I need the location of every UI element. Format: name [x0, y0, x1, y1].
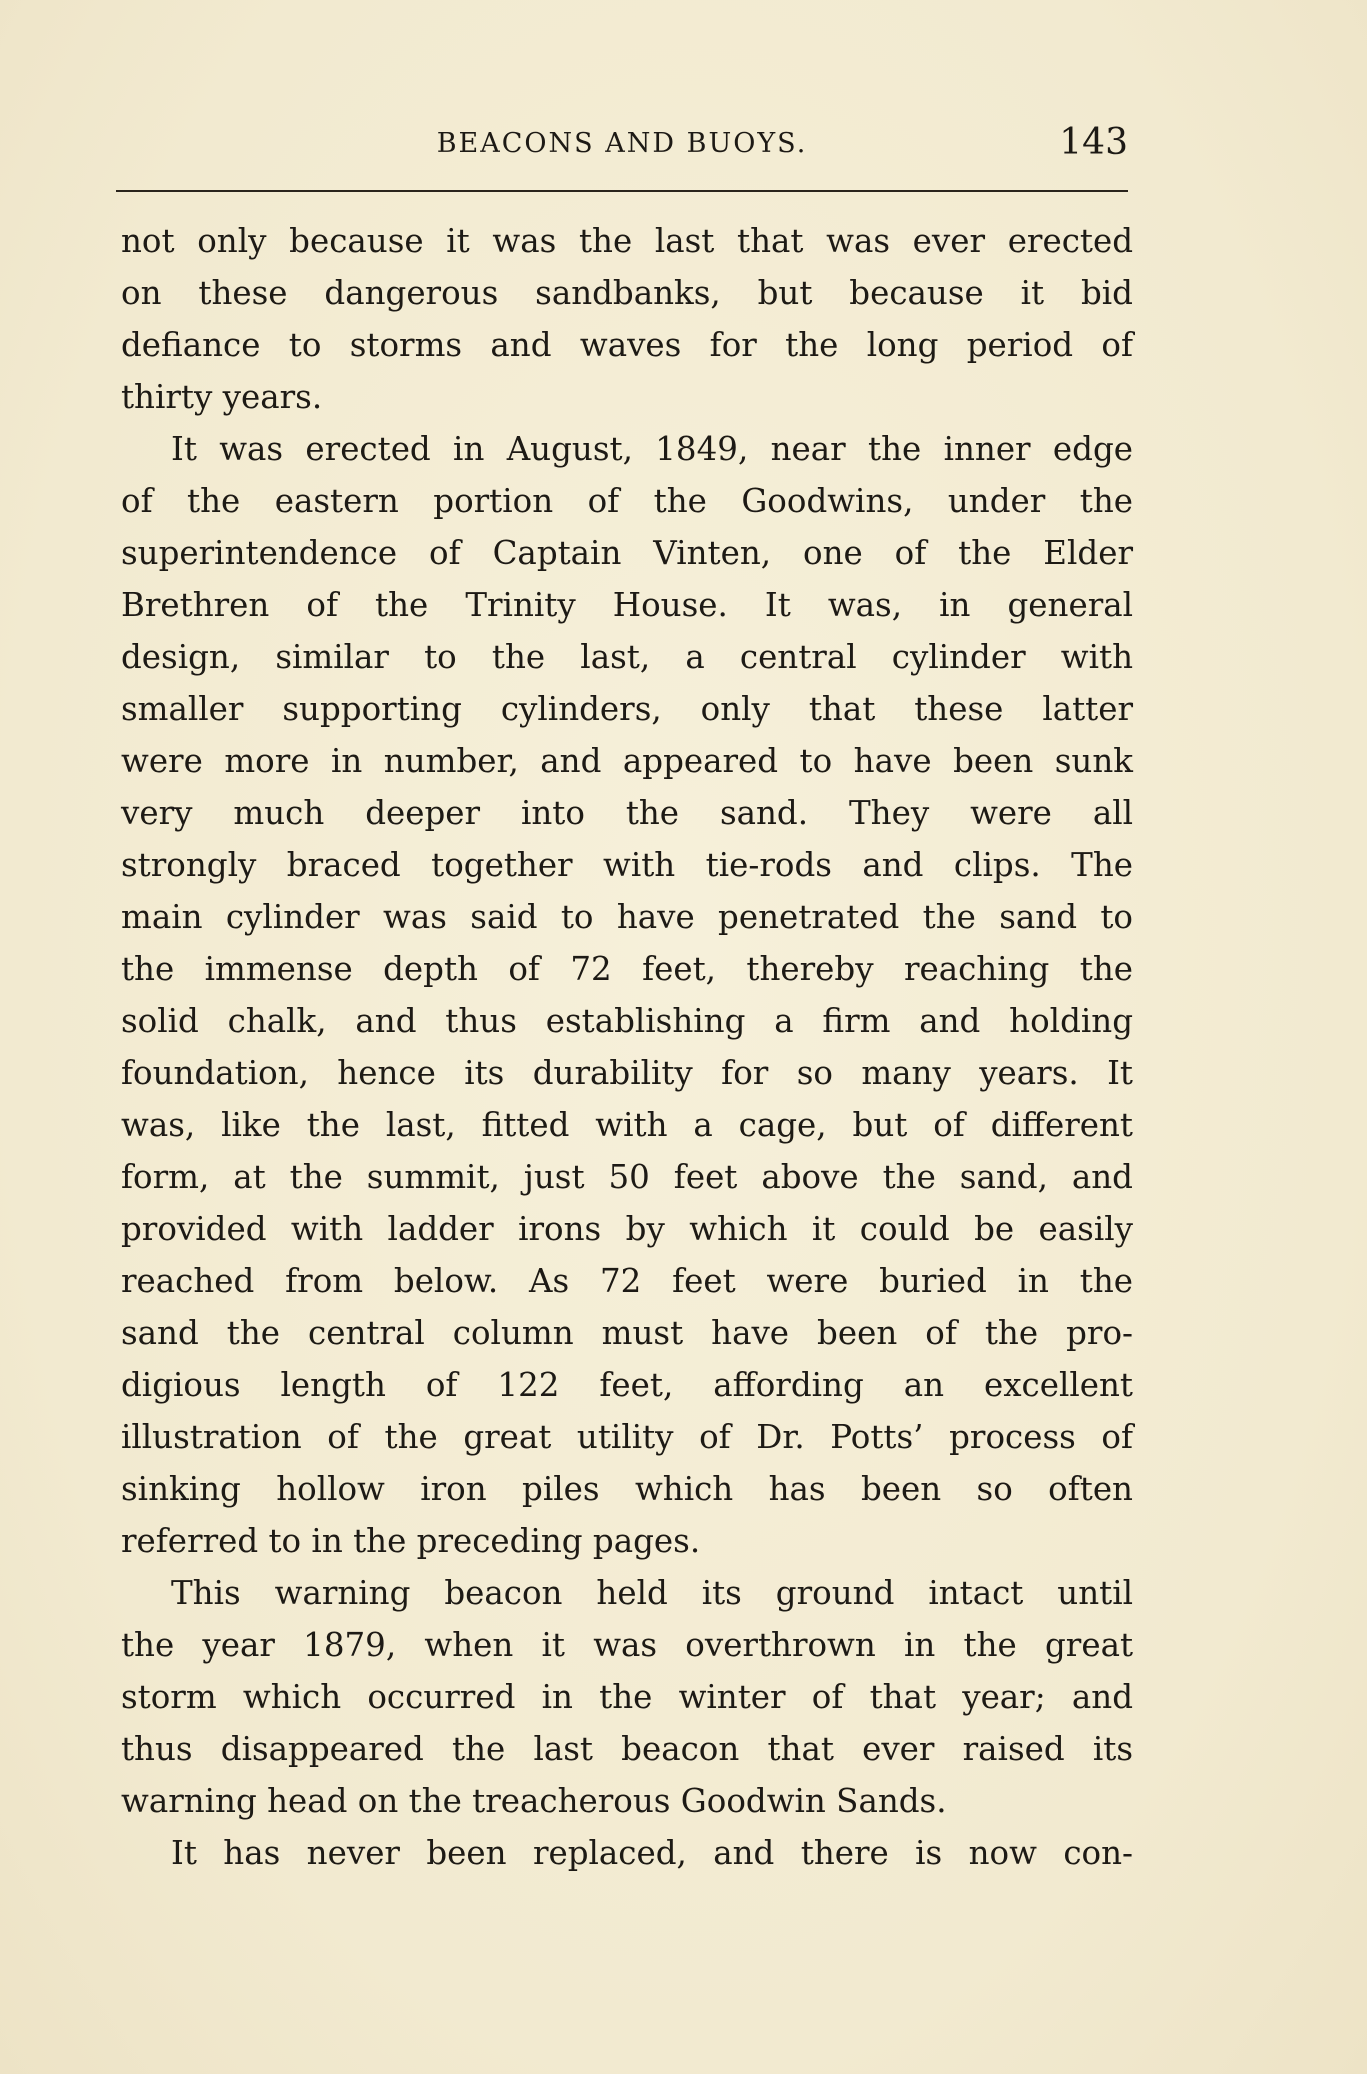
page-number: 143: [1059, 122, 1128, 163]
text-line: It was erected in August, 1849, near the inner edge: [171, 430, 1133, 468]
text-line: defiance to storms and waves for the long period of: [121, 326, 1133, 364]
text-line: Brethren of the Trinity House. It was, in general: [121, 586, 1133, 624]
text-line: form, at the summit, just 50 feet above the sand, and: [121, 1158, 1133, 1196]
text-line: It has never been replaced, and there is now con-: [171, 1834, 1133, 1872]
text-line: referred to in the preceding pages.: [121, 1522, 701, 1560]
text-line: illustration of the great utility of Dr. Potts’ process of: [121, 1418, 1133, 1456]
text-line: of the eastern portion of the Goodwins, under the: [121, 482, 1133, 520]
text-line: very much deeper into the sand. They were all: [121, 794, 1133, 832]
text-line: sinking hollow iron piles which has been so often: [121, 1470, 1133, 1508]
text-line: storm which occurred in the winter of that year; and: [121, 1678, 1133, 1716]
body-text: [121, 215, 1133, 1879]
text-line: reached from below. As 72 feet were buried in the: [121, 1262, 1133, 1300]
text-line: warning head on the treacherous Goodwin Sands.: [121, 1782, 947, 1820]
text-line: superintendence of Captain Vinten, one of the Elder: [121, 534, 1133, 572]
running-head: BEACONS AND BUOYS.: [436, 128, 808, 159]
text-line: solid chalk, and thus establishing a firm and holding: [121, 1002, 1133, 1040]
text-line: sand the central column must have been of the pro-: [121, 1314, 1133, 1352]
text-line: was, like the last, fitted with a cage, but of different: [121, 1106, 1133, 1144]
text-line: the immense depth of 72 feet, thereby reaching the: [121, 950, 1133, 988]
text-line: foundation, hence its durability for so many years. It: [121, 1054, 1133, 1092]
text-line: strongly braced together with tie-rods and clips. The: [121, 846, 1133, 884]
page-header: [116, 118, 1128, 168]
header-rule: [116, 190, 1128, 192]
text-line: were more in number, and appeared to have been sunk: [121, 742, 1133, 780]
text-line: digious length of 122 feet, affording an excellent: [121, 1366, 1133, 1404]
text-line: the year 1879, when it was overthrown in the great: [121, 1626, 1133, 1664]
text-line: main cylinder was said to have penetrated the sand to: [121, 898, 1133, 936]
text-line: thus disappeared the last beacon that ever raised its: [121, 1730, 1133, 1768]
text-line: thirty years.: [121, 378, 323, 416]
text-line: This warning beacon held its ground intact until: [171, 1574, 1133, 1612]
text-line: smaller supporting cylinders, only that these latter: [121, 690, 1133, 728]
text-line: on these dangerous sandbanks, but because it bid: [121, 274, 1133, 312]
text-line: design, similar to the last, a central cylinder with: [121, 638, 1133, 676]
text-line: provided with ladder irons by which it could be easily: [121, 1210, 1133, 1248]
text-line: not only because it was the last that was ever erected: [121, 222, 1133, 260]
